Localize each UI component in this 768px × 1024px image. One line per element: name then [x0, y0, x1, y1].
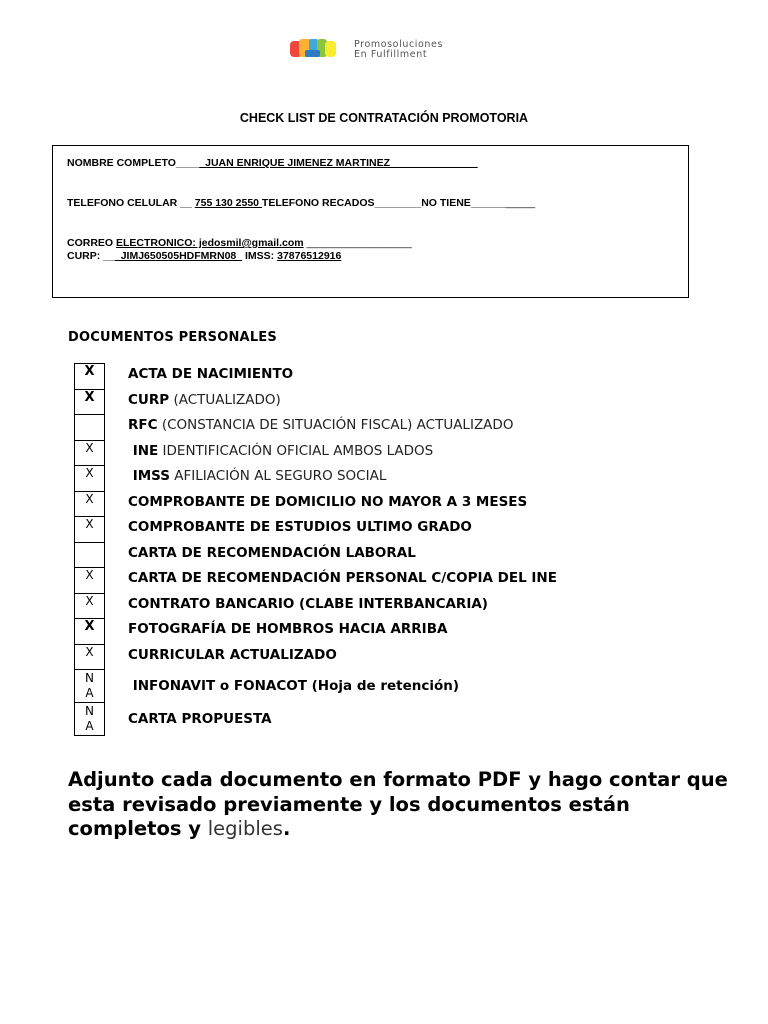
checklist-item — [128, 519, 472, 535]
closing-text: Adjunto cada documento en formato PDF y hago contar que esta revisado previamente y los documentos están completos y — [68, 768, 728, 840]
checklist-item-label: CARTA DE RECOMENDACIÓN LABORAL — [128, 544, 416, 561]
imss-label: IMSS: — [242, 250, 278, 262]
checklist-item — [128, 494, 527, 510]
checklist-item — [128, 596, 488, 612]
closing-statement — [68, 768, 728, 842]
phone-line — [67, 197, 535, 209]
checklist-item — [128, 366, 293, 382]
checklist-item-label: COMPROBANTE DE ESTUDIOS ULTIMO GRADO — [128, 519, 472, 535]
imss-value: 37876512916 — [277, 250, 342, 262]
checklist-item-detail: IDENTIFICACIÓN OFICIAL AMBOS LADOS — [158, 442, 434, 459]
checklist-item-label: CARTA PROPUESTA — [128, 711, 272, 727]
checklist-item-label: RFC — [128, 417, 158, 433]
checklist-checkbox[interactable]: X — [75, 492, 104, 518]
alt-phone-label: TELEFONO RECADOS________NO TIENE — [261, 197, 471, 209]
checklist-item — [128, 621, 447, 637]
checklist-checkbox[interactable]: X — [75, 619, 104, 645]
checklist-marks — [74, 363, 105, 736]
name-fill: ____ — [175, 157, 200, 169]
checklist-checkbox[interactable]: X — [75, 364, 104, 390]
checklist-item — [128, 392, 281, 408]
checklist-item — [128, 711, 272, 727]
checklist-checkbox[interactable]: X — [75, 517, 104, 543]
checklist-checkbox[interactable]: X — [75, 390, 104, 416]
checklist-item-detail: AFILIACIÓN AL SEGURO SOCIAL — [170, 468, 387, 484]
checklist-item-label: CARTA DE RECOMENDACIÓN PERSONAL C/COPIA DEL INE — [128, 570, 557, 586]
checklist-checkbox[interactable]: N A — [75, 670, 104, 703]
company-name — [354, 40, 443, 60]
checklist-checkbox[interactable]: X — [75, 645, 104, 671]
checklist-checkbox[interactable]: X — [75, 594, 104, 620]
company-name-line1: Promosoluciones — [354, 39, 444, 50]
checklist-item — [128, 570, 557, 586]
curp-line — [67, 250, 341, 262]
closing-end: . — [282, 817, 291, 840]
applicant-info-box — [52, 145, 689, 298]
checklist-checkbox[interactable] — [75, 543, 104, 569]
email-value: ELECTRONICO: jedosmil@gmail.com — [116, 237, 304, 249]
checklist-checkbox[interactable]: X — [75, 568, 104, 594]
checklist-checkbox[interactable]: N A — [75, 703, 104, 736]
checklist-item-label: CURP — [128, 391, 170, 408]
document-title: CHECK LIST DE CONTRATACIÓN PROMOTORIA — [239, 111, 529, 125]
checklist-item — [128, 647, 337, 663]
checklist-item-label: INFONAVIT o FONACOT (Hoja de retención) — [128, 678, 460, 694]
checklist-item-detail: (CONSTANCIA DE SITUACIÓN FISCAL) ACTUALIZADO — [157, 417, 514, 433]
checklist-item — [128, 678, 459, 694]
checklist-item-label: FOTOGRAFÍA DE HOMBROS HACIA ARRIBA — [128, 621, 448, 637]
alt-phone-tail: _____ — [505, 197, 536, 209]
checklist-item — [128, 417, 513, 433]
checklist-item-detail: (ACTUALIZADO) — [169, 391, 281, 408]
name-value: _JUAN ENRIQUE JIMENEZ MARTINEZ_______________ — [199, 157, 478, 169]
company-logo — [289, 38, 337, 58]
email-tail: __________________ — [303, 237, 412, 249]
checklist-item-label: COMPROBANTE DE DOMICILIO NO MAYOR A 3 MESES — [128, 493, 528, 510]
checklist-item-label: CONTRATO BANCARIO (CLABE INTERBANCARIA) — [128, 595, 488, 612]
company-name-line2: En Fulfillment — [354, 49, 428, 60]
checklist-checkbox[interactable]: X — [75, 466, 104, 492]
phone-label: TELEFONO CELULAR __ — [67, 197, 195, 209]
email-line — [67, 237, 412, 249]
curp-value: _JIMJ650505HDFMRN08_ — [114, 250, 243, 262]
closing-text-light: legibles — [207, 817, 283, 840]
checklist-item-label: IMSS — [128, 468, 170, 484]
checklist-item-label: ACTA DE NACIMIENTO — [128, 366, 294, 382]
checklist-item-label: CURRICULAR ACTUALIZADO — [128, 646, 337, 663]
checklist-item — [128, 468, 386, 484]
checklist-item — [128, 545, 416, 561]
checklist-checkbox[interactable]: X — [75, 441, 104, 467]
section-title: DOCUMENTOS PERSONALES — [68, 330, 277, 345]
phone-value: 755 130 2550 — [194, 197, 262, 209]
checklist-checkbox[interactable] — [75, 415, 104, 441]
checklist-item-label: INE — [128, 442, 159, 459]
name-line — [67, 157, 478, 169]
name-label: NOMBRE COMPLETO — [67, 157, 176, 169]
email-label: CORREO — [67, 237, 117, 249]
curp-label: CURP: __ — [67, 250, 115, 262]
checklist-item — [128, 443, 433, 459]
alt-phone-fill: ______ — [470, 197, 506, 209]
